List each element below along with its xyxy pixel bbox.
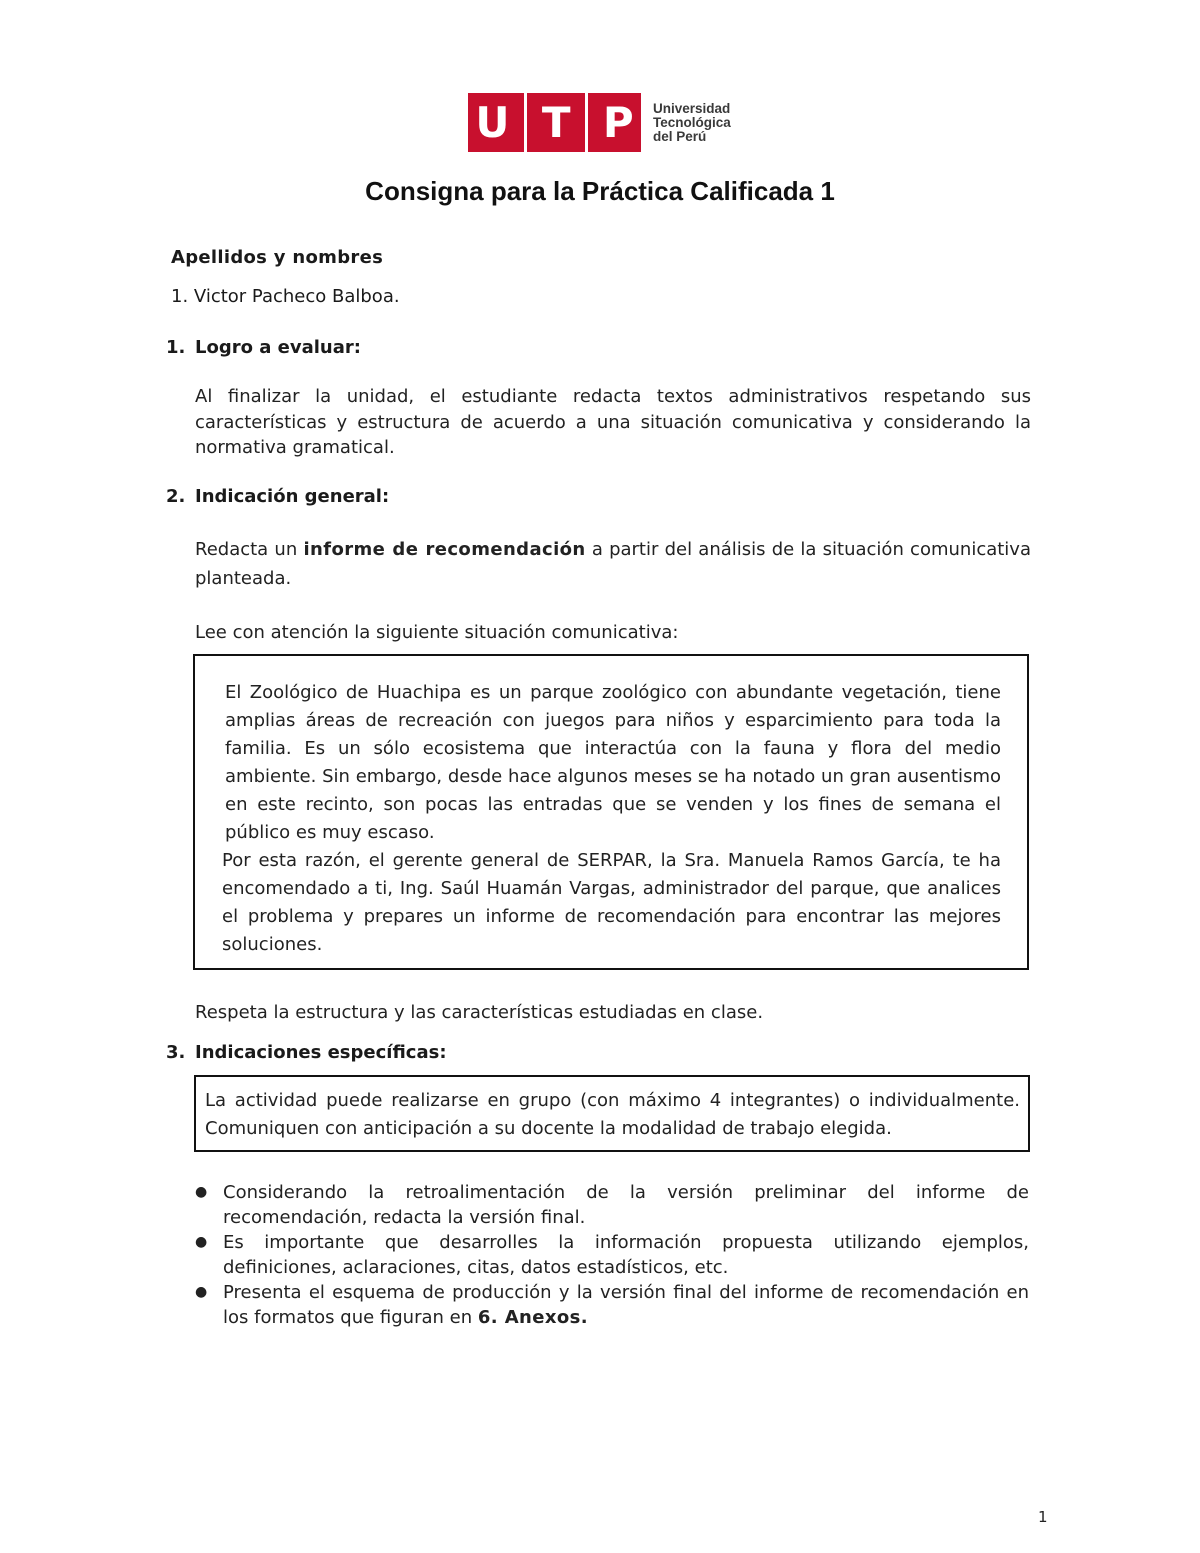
list-item-text: Considerando la retroalimentación de la versión preliminar del informe de recomendación, redacta la versión final. <box>223 1182 1029 1228</box>
name-list-item <box>171 286 400 307</box>
list-item-text: Es importante que desarrolles la información propuesta utilizando ejemplos, definiciones, aclaraciones, citas, datos estadísticos, etc. <box>223 1232 1029 1278</box>
situation-paragraph-2: Por esta razón, el gerente general de SERPAR, la Sra. Manuela Ramos García, te ha encomendado a ti, Ing. Saúl Huamán Vargas, administrador del parque, que analices el problema y prepares un informe de recomendación para encontrar las mejores soluciones. <box>222 850 1001 955</box>
instructions-list <box>195 1180 1029 1330</box>
section-1-number: 1. <box>166 337 186 358</box>
intro-bold-term: informe de recomendación <box>303 539 586 560</box>
logo-separator <box>524 93 527 152</box>
bullet-3-text: Presenta el esquema de producción y la versión final del informe de recomendación en los formatos que figuran en <box>223 1282 1029 1328</box>
section-2-heading: Indicación general: <box>195 486 390 507</box>
logo-line-1: Universidad <box>653 100 731 116</box>
name-item-number: 1. <box>171 286 194 307</box>
name-item-text: Victor Pacheco Balboa. <box>193 286 400 307</box>
logo-letter-p: P <box>602 97 634 147</box>
logo-separator <box>585 93 588 152</box>
logo-red-block <box>468 93 641 152</box>
document-title: Consigna para la Práctica Calificada 1 <box>365 176 835 206</box>
activity-box <box>194 1075 1030 1152</box>
section-3-heading: Indicaciones específicas: <box>195 1042 447 1063</box>
section-2-intro <box>195 535 1031 593</box>
bullet-icon: ● <box>195 1234 208 1250</box>
logo-letter-u: U <box>475 97 510 147</box>
list-item <box>195 1280 1029 1330</box>
bullet-icon: ● <box>195 1184 208 1200</box>
logo-wordmark <box>653 102 731 144</box>
logo-line-3: del Perú <box>653 128 707 144</box>
activity-box-text: La actividad puede realizarse en grupo (con máximo 4 integrantes) o individualmente. Comuniquen con anticipación a su docente la modalidad de trabajo elegida. <box>205 1090 1020 1139</box>
list-item <box>195 1230 1029 1280</box>
intro-text-before: Redacta un <box>195 539 304 560</box>
section-2-number: 2. <box>166 486 186 507</box>
intro-text-after: a partir del análisis de la situación comunicativa planteada. <box>195 539 1031 589</box>
section-3-number: 3. <box>166 1042 186 1063</box>
page-number: 1 <box>1038 1508 1048 1526</box>
utp-logo <box>468 93 734 152</box>
list-item <box>195 1180 1029 1230</box>
situation-text <box>222 679 1001 959</box>
section-2-lead: Lee con atención la siguiente situación comunicativa: <box>195 622 679 643</box>
names-heading: Apellidos y nombres <box>171 247 384 268</box>
situation-paragraph-1: El Zoológico de Huachipa es un parque zoológico con abundante vegetación, tiene amplias áreas de recreación con juegos para niños y esparcimiento para toda la familia. Es un sólo ecosistema que interactúa con la fauna y flora del medio ambiente. Sin embargo, desde hace algunos meses se ha notado un gran ausentismo en este recinto, son pocas las entradas que se venden y los fines de semana el público es muy escaso. <box>225 682 1001 843</box>
logo-line-2: Tecnológica <box>653 114 731 130</box>
bullet-icon: ● <box>195 1284 208 1300</box>
logo-letter-t: T <box>541 97 571 147</box>
annexes-reference: 6. Anexos. <box>477 1307 588 1328</box>
list-item-text <box>223 1280 1029 1330</box>
section-1-heading: Logro a evaluar: <box>195 337 361 358</box>
section-1-text: Al finalizar la unidad, el estudiante redacta textos administrativos respetando sus características y estructura de acuerdo a una situación comunicativa y considerando la normativa gramatical. <box>195 386 1031 458</box>
section-2-closing: Respeta la estructura y las características estudiadas en clase. <box>195 1002 764 1023</box>
